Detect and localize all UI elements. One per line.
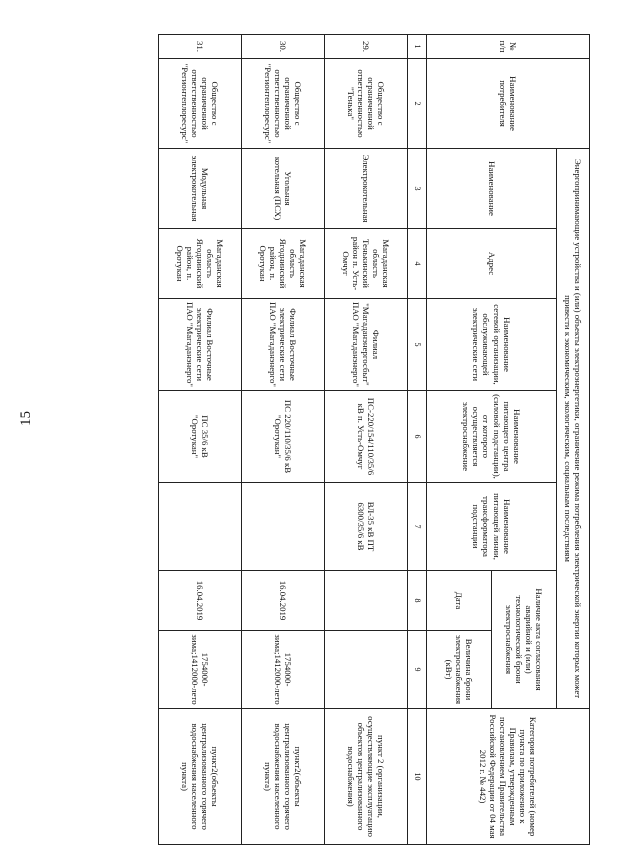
consumer-name: Общество с ограниченной ответственностью "Тенька" (325, 59, 408, 149)
supply-center: ПС-220/154/110/35/6 кВ п. Усть-Омчуг (325, 391, 408, 483)
header-act-date: Дата (427, 571, 492, 631)
header-grid-org: Наименование сетевой организации, обслуживающей электрические сети (427, 299, 557, 391)
device-address: Магаданская область Ягоднинский район, п. Оротукан (242, 229, 325, 299)
act-date: 16.04.2019 (159, 571, 242, 631)
col-number: 2 (408, 59, 427, 149)
table-row (159, 35, 242, 845)
act-value: 1754000-зима;1412000-лето (242, 631, 325, 709)
table-row (242, 35, 325, 845)
col-number: 10 (408, 709, 427, 845)
supply-center: ПС 35/6 кВ "Оротукан" (159, 391, 242, 483)
col-number: 6 (408, 391, 427, 483)
col-number: 3 (408, 149, 427, 229)
col-number: 8 (408, 571, 427, 631)
col-number: 7 (408, 483, 427, 571)
col-number: 4 (408, 229, 427, 299)
device-address: Магаданская область Тенькинский район п. Усть-Омчуг (325, 229, 408, 299)
act-date (325, 571, 408, 631)
row-num: 29. (325, 35, 408, 59)
header-devices-group: Энергопринимающие устройства и (или) объекты электроэнергетики, ограничение режима потребления электрической энергии которых может привести к экономическим, экологическим, социальным последствиям (557, 149, 590, 709)
consumer-category: пункт2(объекты централизованного горячего водоснабжения населенного пункта) (159, 709, 242, 845)
device-name: Электрокотельная (325, 149, 408, 229)
header-act-group: Наличие акта согласования аварийной и (или) технологической брони электроснабжения (492, 571, 557, 709)
header-supply-center: Наименование питающего центра (силовой подстанции), от которого осуществляется электроснабжение (427, 391, 557, 483)
col-number: 9 (408, 631, 427, 709)
grid-organization: Филиал Восточные электрические сети ПАО "Магаданэнерго" (159, 299, 242, 391)
col-number: 5 (408, 299, 427, 391)
supply-line: ВЛ-35 кВ ПТ 6300/35/6 кВ (325, 483, 408, 571)
header-act-value: Величина брони электроснабжения (кВт) (427, 631, 492, 709)
consumer-category: пункт 2 (организации, осуществляющие эксплуатацию объектов централизованного водоснабжения) (325, 709, 408, 845)
rotated-page-content (158, 34, 590, 844)
row-num: 31. (159, 35, 242, 59)
header-device-name: Наименование (427, 149, 557, 229)
supply-line (242, 483, 325, 571)
grid-organization: Филиал "Магаданэнергосбыт" ПАО "Магаданэнерго" (325, 299, 408, 391)
device-name: Модульная электрокотельная (159, 149, 242, 229)
supply-center: ПС 220/110/35/6 кВ "Оротукан" (242, 391, 325, 483)
act-value (325, 631, 408, 709)
page-number: 15 (18, 411, 34, 426)
row-num: 30. (242, 35, 325, 59)
consumer-name: Общество с ограниченной ответственностью "Регионтеплоресурс" (242, 59, 325, 149)
header-category: Категория потребителей (номер пункта по приложению к Правилам, утвержденным постановлением Правительства Российской Федерации от 04 мая 2012 г. № 442) (427, 709, 590, 845)
consumers-table (158, 34, 590, 845)
act-date: 16.04.2019 (242, 571, 325, 631)
header-num: № п/п (427, 35, 590, 59)
column-numbers-row (408, 35, 427, 845)
header-consumer-name: Наименование потребителя (427, 59, 590, 149)
table-row (325, 35, 408, 845)
col-number: 1 (408, 35, 427, 59)
act-value: 1754000-зима;1412000-лето (159, 631, 242, 709)
device-address: Магаданская область Ягоднинский район, п. Оротукан (159, 229, 242, 299)
header-address: Адрес (427, 229, 557, 299)
consumer-category: пункт2(объекты централизованного горячего водоснабжения населенного пункта) (242, 709, 325, 845)
supply-line (159, 483, 242, 571)
device-name: Угольная котельная (ПСХ) (242, 149, 325, 229)
header-group-row (557, 35, 590, 845)
header-supply-line: Наименование питающей линии, трансформатора подстанции (427, 483, 557, 571)
consumer-name: Общество с ограниченной ответственностью "Регионтеплоресурс" (159, 59, 242, 149)
grid-organization: Филиал Восточные электрические сети ПАО "Магаданэнерго" (242, 299, 325, 391)
